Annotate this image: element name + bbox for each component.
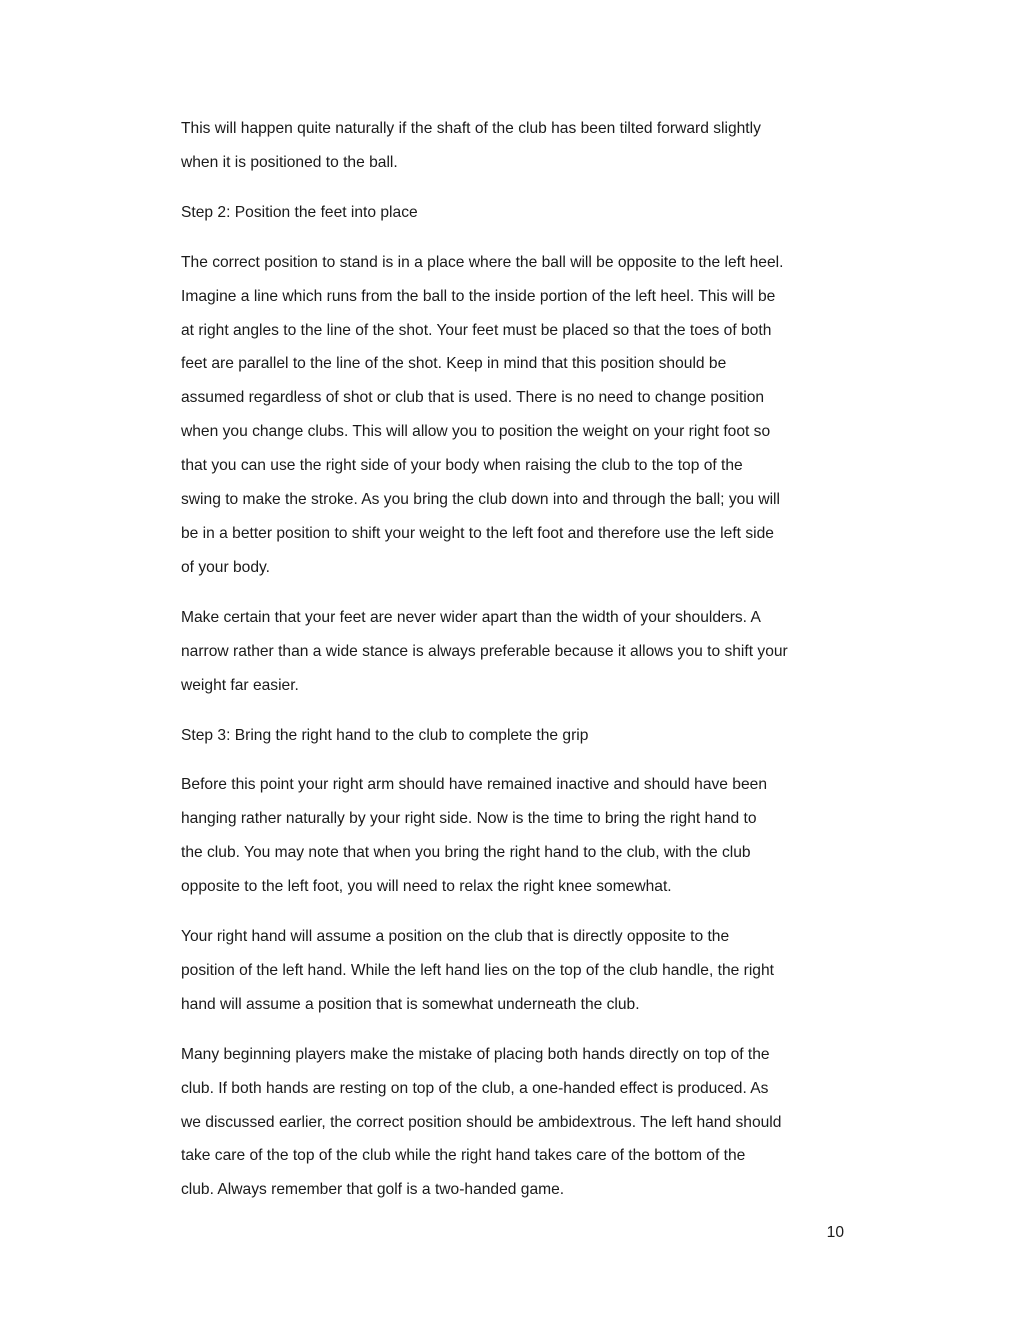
text-line: club. Always remember that golf is a two-handed game. <box>181 1181 565 1199</box>
text-line: This will happen quite naturally if the shaft of the club has been tilted forward slightly <box>181 120 761 137</box>
text-line: of your body. <box>181 558 270 576</box>
page-number: 10 <box>826 1224 844 1241</box>
text-line: hand will assume a position that is somewhat underneath the club. <box>181 995 640 1013</box>
document-page-body <box>181 112 851 1223</box>
paragraph-two-handed-game <box>181 1038 851 1208</box>
text-line: that you can use the right side of your body when raising the club to the top of the <box>181 457 743 475</box>
text-line: we discussed earlier, the correct position should be ambidextrous. The left hand should <box>181 1113 782 1131</box>
text-line: assumed regardless of shot or club that is used. There is no need to change position <box>181 389 765 407</box>
text-line: weight far easier. <box>181 676 299 694</box>
text-line: feet are parallel to the line of the shot. Keep in mind that this position should be <box>181 355 727 373</box>
paragraph-stance-width <box>181 601 851 703</box>
text-line: Before this point your right arm should have remained inactive and should have been <box>181 776 767 794</box>
text-line: opposite to the left foot, you will need to relax the right knee somewhat. <box>181 878 672 896</box>
text-line: Make certain that your feet are never wider apart than the width of your shoulders. A <box>181 608 761 626</box>
step-3-heading <box>181 719 851 753</box>
text-line: Step 2: Position the feet into place <box>181 203 418 221</box>
text-line: narrow rather than a wide stance is always preferable because it allows you to shift your <box>181 642 788 660</box>
text-line: The correct position to stand is in a place where the ball will be opposite to the left heel. <box>181 253 784 271</box>
text-line: Imagine a line which runs from the ball to the inside portion of the left heel. This will be <box>181 287 776 305</box>
text-line: Many beginning players make the mistake of placing both hands directly on top of the <box>181 1045 770 1063</box>
text-line: when you change clubs. This will allow you to position the weight on your right foot so <box>181 423 771 441</box>
step-2-heading <box>181 196 851 230</box>
text-line: take care of the top of the club while the right hand takes care of the bottom of the <box>181 1147 746 1165</box>
text-line: at right angles to the line of the shot. Your feet must be placed so that the toes of both <box>181 321 772 339</box>
text-line: club. If both hands are resting on top of the club, a one-handed effect is produced. As <box>181 1079 769 1097</box>
text-line: be in a better position to shift your weight to the left foot and therefore use the left side <box>181 524 774 542</box>
text-line: Your right hand will assume a position on the club that is directly opposite to the <box>181 928 730 946</box>
paragraph-shaft-tilt <box>181 112 851 180</box>
paragraph-right-hand-position <box>181 920 851 1022</box>
text-line: swing to make the stroke. As you bring the club down into and through the ball; you will <box>181 491 780 509</box>
text-line: position of the left hand. While the left hand lies on the top of the club handle, the right <box>181 961 774 979</box>
text-line: Step 3: Bring the right hand to the club to complete the grip <box>181 726 589 744</box>
paragraph-feet-position <box>181 246 851 585</box>
text-line: when it is positioned to the ball. <box>181 153 398 171</box>
text-line: the club. You may note that when you bring the right hand to the club, with the club <box>181 844 751 862</box>
paragraph-right-arm <box>181 768 851 904</box>
text-line: hanging rather naturally by your right side. Now is the time to bring the right hand to <box>181 810 757 828</box>
